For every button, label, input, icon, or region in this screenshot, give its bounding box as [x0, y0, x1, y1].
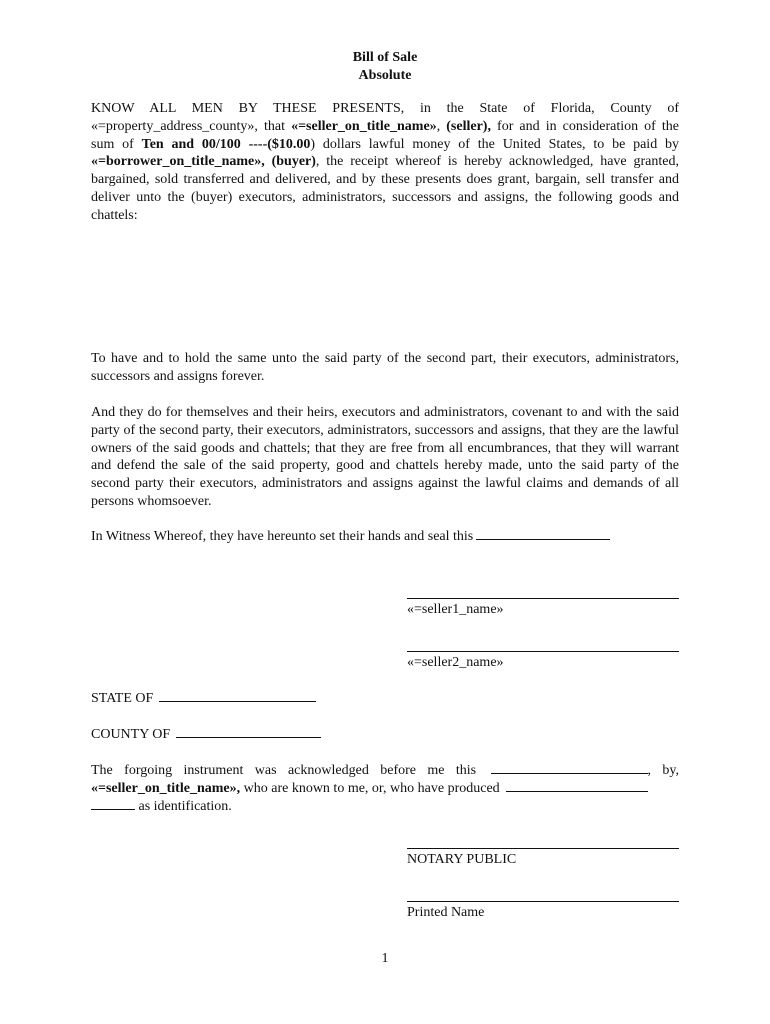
habendum-paragraph: To have and to hold the same unto the said party of the second part, their executors, administrators, successors and assigns forever. — [91, 351, 679, 384]
county-line — [91, 726, 321, 744]
intro-paragraph — [91, 100, 679, 225]
state-line — [91, 690, 316, 708]
county-blank — [176, 736, 321, 738]
witness-text: In Witness Whereof, they have hereunto set their hands and seal this — [91, 529, 474, 544]
page-number: 1 — [381, 951, 389, 966]
ack-date-blank — [491, 772, 648, 774]
intro-text-1: KNOW ALL MEN BY THESE PRESENTS, in the State of Florida, County of «=property_address_county», that — [91, 101, 679, 134]
acknowledgment-paragraph — [91, 762, 679, 815]
ack-text-2: , by, — [647, 763, 680, 778]
seller1-name: «=seller1_name» — [407, 602, 504, 617]
document-title: Bill of Sale — [352, 50, 418, 65]
ack-seller-name-field: «=seller_on_title_name», — [91, 780, 241, 796]
intro-text-4: ) dollars lawful money of the United States, to be paid by — [310, 136, 680, 152]
county-label: COUNTY OF — [91, 727, 171, 742]
state-label: STATE OF — [91, 691, 154, 706]
ack-id-blank-2 — [91, 808, 135, 810]
ack-text-1: The forgoing instrument was acknowledged before me this — [91, 763, 488, 778]
amount-text: Ten and 00/100 ----($10.00 — [141, 136, 311, 152]
document-subtitle: Absolute — [358, 68, 412, 83]
seller-name-field: «=seller_on_title_name» — [291, 118, 437, 134]
notary-signature-line — [407, 848, 679, 849]
witness-line — [91, 528, 610, 546]
printed-name-line — [407, 901, 679, 902]
buyer-name-field: «=borrower_on_title_name», (buyer) — [91, 154, 316, 170]
seller2-name: «=seller2_name» — [407, 655, 504, 670]
ack-id-blank-1 — [506, 790, 648, 792]
seller1-signature-line — [407, 598, 679, 599]
seller2-signature-line — [407, 651, 679, 652]
seller-tag: (seller), — [446, 118, 491, 134]
intro-text-5: , the receipt whereof is hereby acknowledged, have granted, bargained, sold transferred and delivered, and by these presents does grant, bargain, sell transfer and deliver unto the (buyer) executors, administrators, successors and assigns, the following goods and chattels: — [91, 154, 679, 223]
intro-text-3: for and in consideration of the sum of — [91, 118, 680, 152]
ack-text-4: as identification. — [135, 798, 232, 814]
ack-text-3: who are known to me, or, who have produced — [240, 780, 504, 796]
printed-name-label: Printed Name — [407, 905, 485, 920]
covenant-paragraph: And they do for themselves and their heirs, executors and administrators, covenant to and with the said party of the second party, their executors, administrators, successors and assigns, that they are the lawful owners of the said goods and chattels; that they are free from all encumbrances, that they will warrant and defend the sale of the said property, good and chattels hereby made, unto the said party of the second party their executors, administrators and assigns against the lawful claims and demands of all persons whomsoever. — [91, 405, 679, 509]
state-blank — [159, 700, 316, 702]
intro-text-2: , — [436, 118, 447, 134]
witness-date-blank — [476, 538, 610, 540]
notary-public-label: NOTARY PUBLIC — [407, 852, 517, 867]
